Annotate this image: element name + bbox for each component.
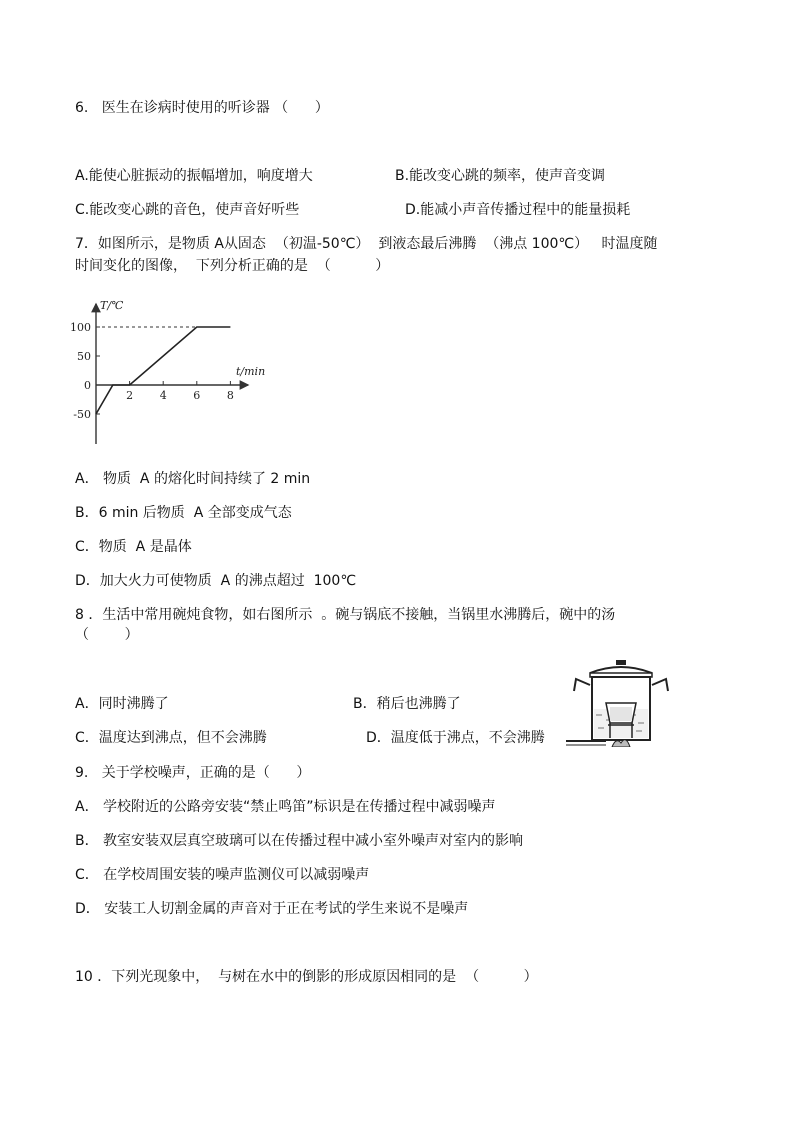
q7-option-c: C．物质 A 是晶体 bbox=[75, 539, 192, 555]
q8-stem-line2: （ ） bbox=[75, 627, 139, 643]
q7-option-d: D．加大火力可使物质 A 的沸点超过 100℃ bbox=[75, 573, 357, 589]
q9-option-a: A． 学校附近的公路旁安装“禁止鸣笛”标识是在传播过程中减弱噪声 bbox=[75, 799, 496, 815]
y-tick-label-0: 0 bbox=[84, 379, 91, 392]
y-tick-label-100: 100 bbox=[70, 321, 91, 334]
q7-option-a: A． 物质 A 的熔化时间持续了 2 min bbox=[75, 471, 311, 487]
q9-option-b: B． 教室安装双层真空玻璃可以在传播过程中减小室外噪声对室内的影响 bbox=[75, 833, 524, 849]
q6-stem: 6. 医生在诊病时使用的听诊器 （ ） bbox=[75, 100, 329, 116]
x-tick-label-8: 8 bbox=[226, 389, 234, 402]
q7-option-b: B．6 min 后物质 A 全部变成气态 bbox=[75, 505, 292, 521]
q9-option-c: C． 在学校周围安装的噪声监测仪可以减弱噪声 bbox=[75, 867, 370, 883]
x-tick-label-2: 2 bbox=[126, 389, 134, 402]
q8-option-d: D．温度低于沸点，不会沸腾 bbox=[366, 730, 545, 746]
q8-option-b: B．稍后也沸腾了 bbox=[353, 696, 461, 712]
q7-stem-line1: 7．如图所示，是物质 A从固态 （初温-50℃） 到液态最后沸腾 （沸点 100℃） 时温度随 bbox=[75, 236, 658, 252]
q7-stem-line2: 时间变化的图像， 下列分析正确的是 （ ） bbox=[75, 258, 390, 274]
x-tick-label-6: 6 bbox=[193, 389, 201, 402]
q8-option-c: C．温度达到沸点，但不会沸腾 bbox=[75, 730, 267, 746]
q8-stem-line1: 8 ．生活中常用碗炖食物，如右图所示 。碗与锅底不接触，当锅里水沸腾后，碗中的汤 bbox=[75, 607, 616, 623]
pot-bowl-illustration bbox=[566, 657, 676, 747]
q6-option-d: D.能减小声音传播过程中的能量损耗 bbox=[405, 202, 631, 218]
temperature-time-chart bbox=[60, 296, 280, 448]
y-tick-label-50: 50 bbox=[77, 350, 91, 363]
x-axis-label: t/min bbox=[236, 365, 266, 378]
q8-option-a: A．同时沸腾了 bbox=[75, 696, 169, 712]
q9-option-d: D． 安装工人切割金属的声音对于正在考试的学生来说不是噪声 bbox=[75, 901, 469, 917]
q10-stem: 10 ．下列光现象中， 与树在水中的倒影的形成原因相同的是 （ ） bbox=[75, 969, 538, 985]
y-tick-label--50: -50 bbox=[73, 408, 91, 421]
q6-option-b: B.能改变心跳的频率，使声音变调 bbox=[395, 168, 606, 184]
y-axis-label: T/℃ bbox=[100, 299, 124, 312]
q6-option-c: C.能改变心跳的音色，使声音好听些 bbox=[75, 202, 300, 218]
q9-stem: 9. 关于学校噪声，正确的是（ ） bbox=[75, 765, 311, 781]
x-tick-label-4: 4 bbox=[159, 389, 167, 402]
q6-option-a: A.能使心脏振动的振幅增加，响度增大 bbox=[75, 168, 313, 184]
